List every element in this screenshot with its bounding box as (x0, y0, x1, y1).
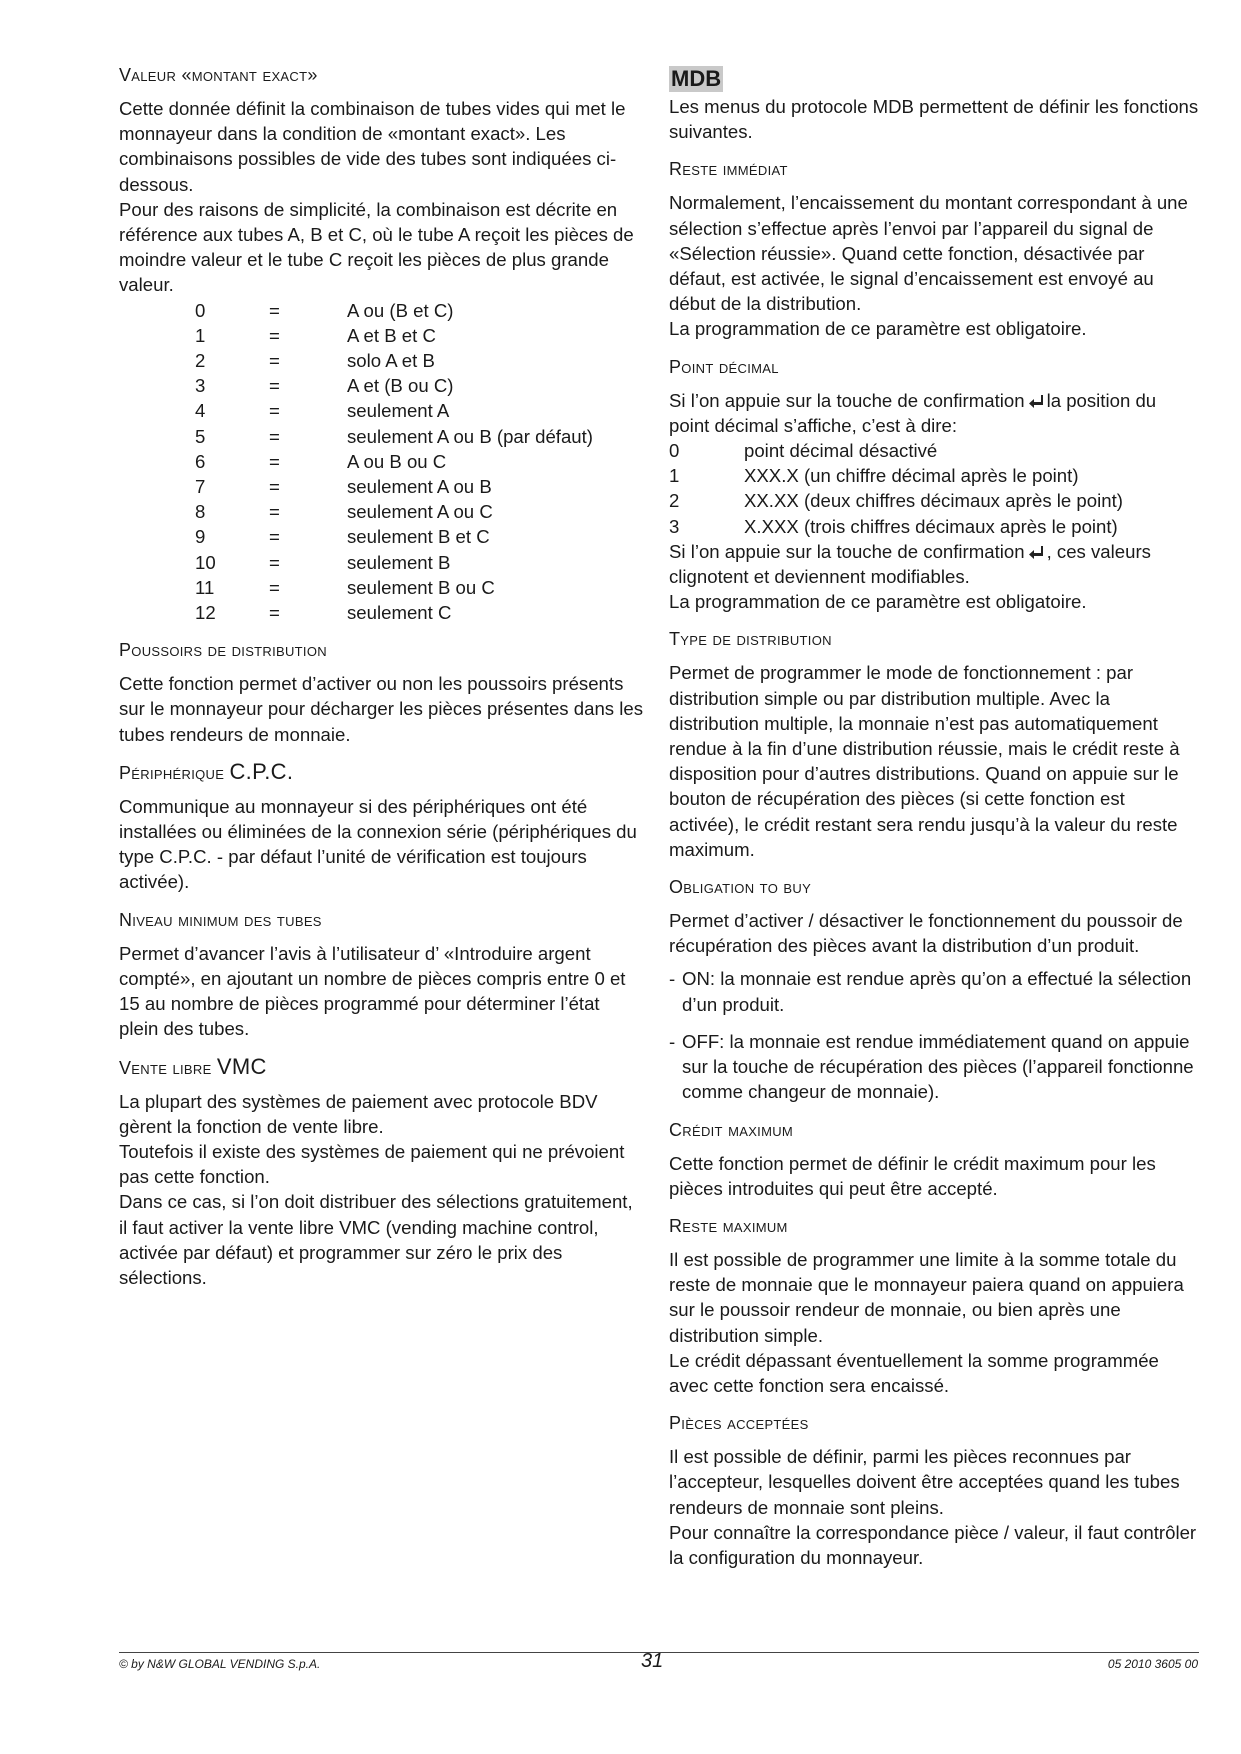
vente-paragraph-2: Toutefois il existe des systèmes de paiement qui ne prévoient pas cette fonction. (119, 1140, 625, 1188)
enter-key-icon (1028, 393, 1044, 409)
bullet-dash: - (669, 968, 676, 990)
option-value: point décimal désactivé (744, 440, 938, 462)
valeur-table (119, 298, 644, 626)
valeur-paragraph-2: Pour des raisons de simplicité, la combinaison est décrite en référence aux tubes A, B et C, où le tube A reçoit les pièces de moindre valeur et le tube C reçoit les pièces de plus grande valeur. (119, 198, 634, 296)
table-equals: = (269, 375, 280, 397)
table-key: 11 (195, 576, 215, 598)
heading-reste-max: Reste maximum (669, 1215, 788, 1236)
type-distribution-text: Permet de programmer le mode de fonctionnement : par distribution simple ou par distribution multiple. Avec la distribution multiple, la monnaie n’est pas automatiquement rendue à la fin d’une distribution réussie, mais le crédit reste à disposition pour d’autres distributions. Quand on appuie sur le bouton de récupération des pièces (si cette fonction est activée), le crédit restant sera rendu jusqu’à la valeur du reste maximum. (669, 662, 1180, 860)
table-key: 0 (195, 299, 206, 321)
section-valeur (119, 64, 644, 625)
point-decimal-intro-b: la position du point décimal s’affiche, c’est à dire: (669, 389, 1157, 436)
table-key: 9 (195, 526, 206, 548)
table-equals: = (269, 299, 280, 321)
heading-peripherique-a: Périphérique (119, 762, 230, 783)
section-peripherique (119, 758, 644, 895)
option-key: 0 (669, 440, 680, 462)
heading-peripherique-b: C.P.C. (229, 758, 294, 784)
section-point-decimal (669, 356, 1199, 615)
vente-paragraph-3: Dans ce cas, si l’on doit distribuer des sélections gratuitement, il faut activer la vente libre VMC (vending machine control, activée par défaut) et programmer sur zéro le prix des sélections. (119, 1191, 633, 1288)
table-row (119, 298, 644, 323)
section-poussoirs (119, 639, 644, 747)
heading-niveau: Niveau minimum des tubes (119, 909, 322, 930)
bullet-dash: - (669, 1030, 676, 1052)
enter-key-icon (1028, 544, 1044, 560)
table-value: seulement B (347, 551, 451, 573)
section-reste-immediat (669, 158, 1199, 341)
bullet-text: ON: la monnaie est rendue après qu’on a effectué la sélection d’un produit. (682, 968, 1192, 1015)
vente-paragraph-1: La plupart des systèmes de paiement avec protocole BDV gèrent la fonction de vente libre. (119, 1090, 598, 1137)
obligation-text: Permet d’activer / désactiver le fonctionnement du poussoir de récupération des pièces avant la distribution d’un produit. (669, 910, 1183, 957)
section-reste-max (669, 1215, 1199, 1398)
list-item (669, 1029, 1199, 1105)
point-decimal-intro-a: Si l’on appuie sur la touche de confirmation (669, 389, 1025, 411)
list-item (669, 966, 1199, 1016)
section-pieces (669, 1412, 1199, 1570)
table-key: 1 (195, 324, 206, 346)
heading-obligation: Obligation to buy (669, 877, 812, 898)
table-row (119, 600, 644, 625)
point-decimal-after-a: Si l’on appuie sur la touche de confirmation (669, 540, 1025, 562)
heading-type-distribution: Type de distribution (669, 629, 832, 650)
list-item (669, 488, 1199, 513)
heading-credit-max: Crédit maximum (669, 1119, 794, 1140)
point-decimal-after (669, 539, 1199, 589)
table-equals: = (269, 602, 280, 624)
heading-reste-immediat: Reste immédiat (669, 159, 788, 180)
table-value: solo A et B (347, 350, 435, 372)
heading-pieces: Pièces acceptées (669, 1413, 809, 1434)
table-equals: = (269, 450, 280, 472)
niveau-text: Permet d’avancer l’avis à l’utilisateur d’ «Introduire argent compté», en ajoutant un nombre de pièces compris entre 0 et 15 au nombre de pièces programmé pour déterminer l’état plein des tubes. (119, 942, 626, 1040)
point-decimal-intro (669, 388, 1199, 438)
document-code: 05 2010 3605 00 (1107, 1657, 1198, 1671)
point-decimal-options (669, 438, 1199, 539)
section-mdb (669, 64, 1199, 144)
section-niveau (119, 909, 644, 1042)
section-vente (119, 1053, 644, 1291)
table-key: 5 (195, 425, 206, 447)
point-decimal-last: La programmation de ce paramètre est obligatoire. (669, 591, 1087, 613)
table-row (119, 424, 644, 449)
option-value: XXX.X (un chiffre décimal après le point) (744, 465, 1079, 487)
option-value: XX.XX (deux chiffres décimaux après le point) (744, 490, 1123, 512)
left-column (119, 64, 644, 1304)
mdb-text: Les menus du protocole MDB permettent de définir les fonctions suivantes. (669, 96, 1199, 143)
heading-vente (119, 1053, 644, 1079)
credit-max-text: Cette fonction permet de définir le crédit maximum pour les pièces introduites qui peut être accepté. (669, 1152, 1156, 1199)
table-value: seulement B ou C (347, 576, 495, 598)
table-value: seulement B et C (347, 526, 490, 548)
pieces-paragraph-1: Il est possible de définir, parmi les pièces reconnues par l’accepteur, lesquelles doivent être acceptées quand les tubes rendeurs de monnaie sont pleins. (669, 1446, 1180, 1518)
heading-poussoirs: Poussoirs de distribution (119, 640, 327, 661)
table-row (119, 474, 644, 499)
table-equals: = (269, 324, 280, 346)
heading-vente-b: VMC (216, 1053, 267, 1079)
table-key: 8 (195, 501, 206, 523)
list-item (669, 438, 1199, 463)
reste-immediat-paragraph-2: La programmation de ce paramètre est obligatoire. (669, 318, 1087, 340)
table-row (119, 575, 644, 600)
table-equals: = (269, 476, 280, 498)
table-value: A et (B ou C) (347, 375, 454, 397)
reste-immediat-paragraph-1: Normalement, l’encaissement du montant correspondant à une sélection s’effectue après l’envoi par l’appareil du signal de «Sélection réussie». Quand cette fonction, désactivée par défaut, est activée, le signal d’encaissement est envoyé au début de la distribution. (669, 192, 1188, 315)
table-value: A ou B ou C (347, 450, 447, 472)
list-item (669, 514, 1199, 539)
table-equals: = (269, 350, 280, 372)
table-row (119, 373, 644, 398)
table-value: seulement C (347, 602, 452, 624)
footer-copyright: © by N&W GLOBAL VENDING S.p.A. (119, 1657, 321, 1671)
table-value: seulement A ou B (347, 476, 492, 498)
table-value: seulement A ou C (347, 501, 493, 523)
table-value: seulement A ou B (par défaut) (347, 425, 594, 447)
option-key: 3 (669, 515, 680, 537)
heading-valeur: Valeur «montant exact» (119, 65, 318, 85)
heading-peripherique (119, 758, 644, 784)
table-value: seulement A (347, 400, 450, 422)
table-row (119, 348, 644, 373)
valeur-paragraph-1: Cette donnée définit la combinaison de tubes vides qui met le monnayeur dans la condition de «montant exact». Les combinaisons possibles de vide des tubes sont indiquées ci-dessous. (119, 98, 626, 195)
table-equals: = (269, 526, 280, 548)
option-key: 2 (669, 490, 680, 512)
point-decimal-after-b: , ces valeurs clignotent et deviennent modifiables. (669, 540, 1151, 588)
table-row (119, 524, 644, 549)
table-row (119, 398, 644, 423)
list-item (669, 463, 1199, 488)
table-equals: = (269, 400, 280, 422)
mdb-title: MDB (671, 66, 722, 91)
table-row (119, 323, 644, 348)
table-equals: = (269, 576, 280, 598)
table-key: 4 (195, 400, 206, 422)
table-equals: = (269, 551, 280, 573)
right-column (669, 64, 1199, 1584)
section-obligation (669, 876, 1199, 1104)
table-row (119, 499, 644, 524)
table-equals: = (269, 425, 280, 447)
table-value: A et B et C (347, 324, 436, 346)
pieces-paragraph-2: Pour connaître la correspondance pièce / valeur, il faut contrôler la configuration du monnayeur. (669, 1521, 1197, 1568)
reste-max-paragraph-2: Le crédit dépassant éventuellement la somme programmée avec cette fonction sera encaissé. (669, 1349, 1159, 1396)
table-key: 6 (195, 450, 206, 472)
poussoirs-text: Cette fonction permet d’activer ou non les poussoirs présents sur le monnayeur pour décharger les pièces présentes dans les tubes rendeurs de monnaie. (119, 673, 644, 745)
page-number: 31 (641, 1650, 664, 1672)
table-row (119, 550, 644, 575)
section-type-distribution (669, 628, 1199, 862)
table-key: 10 (195, 551, 216, 573)
table-equals: = (269, 501, 280, 523)
option-value: X.XXX (trois chiffres décimaux après le point) (744, 515, 1118, 537)
section-credit-max (669, 1119, 1199, 1201)
heading-vente-a: Vente libre (119, 1057, 217, 1078)
table-key: 3 (195, 375, 206, 397)
table-value: A ou (B et C) (347, 299, 454, 321)
reste-max-paragraph-1: Il est possible de programmer une limite à la somme totale du reste de monnaie que le monnayeur paiera quand on appuiera sur le poussoir rendeur de monnaie, ou bien après une distribution simple. (669, 1248, 1184, 1346)
table-key: 7 (195, 476, 206, 498)
table-key: 12 (195, 602, 216, 624)
peripherique-text: Communique au monnayeur si des périphériques ont été installées ou éliminées de la connexion série (périphériques du type C.P.C. - par défaut l’unité de vérification est toujours activée). (119, 795, 637, 893)
option-key: 1 (669, 465, 680, 487)
bullet-text: OFF: la monnaie est rendue immédiatement quand on appuie sur la touche de récupération des pièces (l’appareil fonctionne comme changeur de monnaie). (682, 1030, 1194, 1103)
heading-point-decimal: Point décimal (669, 356, 779, 377)
table-row (119, 449, 644, 474)
table-key: 2 (195, 350, 206, 372)
